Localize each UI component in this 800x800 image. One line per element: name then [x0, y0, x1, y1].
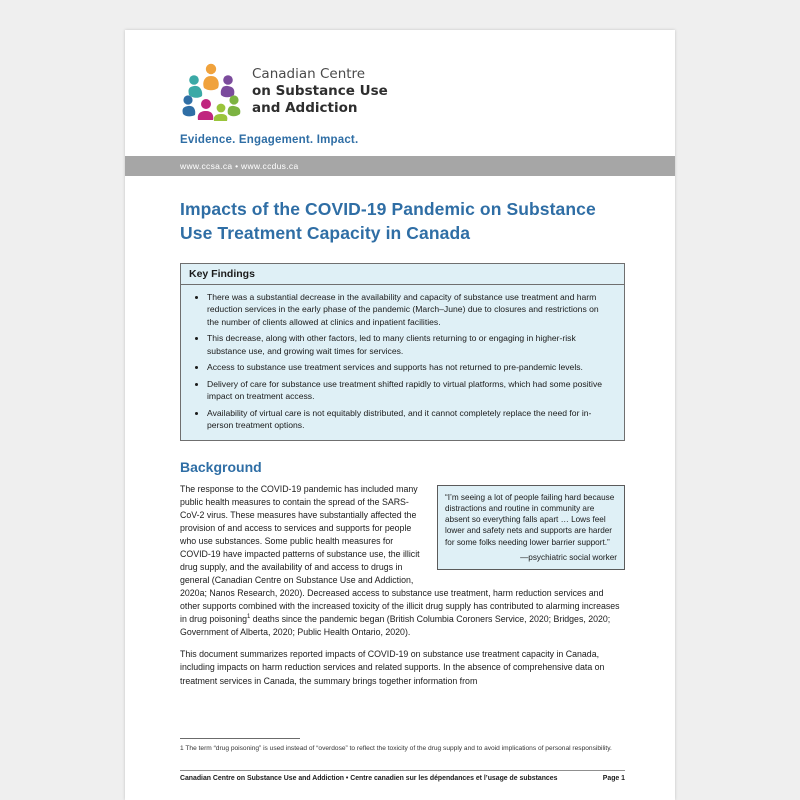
- list-item: • There was a substantial decrease in the availability and capacity of substance use treatment and harm reduction services in the early phase of the pandemic (March–June) due to closures and restrictions on the number of clients allowed at clinics and inpatient facilities.: [207, 291, 612, 328]
- footnote-area: [180, 738, 625, 754]
- page-title: Impacts of the COVID-19 Pandemic on Substance Use Treatment Capacity in Canada: [180, 199, 596, 243]
- document-page: [125, 30, 675, 800]
- footer-organization: Canadian Centre on Substance Use and Addiction • Centre canadien sur les dépendances et l’usage de substances: [180, 775, 558, 782]
- people-cluster-logo-icon: [180, 60, 242, 122]
- paragraph-part-2: Substance Use and Addiction, 2020a; Nanos Research, 2020). Decreased access to substance use treatment, harm reduction services and other supports combined with the increased toxicity of the illicit drug supply has contributed to alarming increases in drug poisoning: [180, 575, 620, 625]
- paragraph: This document summarizes reported impacts of COVID-19 on substance use treatment capacity in Canada, including impacts on harm reduction services and related supports. In the absence of comprehensive data on treatment services in Canada, the summary brings together information from: [180, 649, 605, 686]
- key-findings-box: [180, 263, 625, 441]
- page-footer: [180, 770, 625, 782]
- key-findings-heading: Key Findings: [181, 264, 624, 285]
- org-name-line1: Canadian Centre: [252, 65, 366, 82]
- background-section: [180, 483, 625, 687]
- list-item: • Availability of virtual care is not equitably distributed, and it cannot completely replace the need for in-person treatment options.: [207, 407, 612, 431]
- pull-quote-attribution: —psychiatric social worker: [520, 552, 617, 562]
- paragraph-part-3: deaths since the pandemic began (British Columbia Coroners Service, 2020; Bridges, 2020; Government of Alberta, 2020; Public Health Ontario, 2020).: [180, 614, 611, 638]
- org-name-line2: on Substance Use: [252, 82, 388, 99]
- key-findings-list: [181, 285, 624, 440]
- org-tagline: Evidence. Engagement. Impact.: [180, 134, 359, 146]
- pull-quote-text: “I’m seeing a lot of people failing hard because distractions and routine in community are absent so everything falls apart … Lows feel lower and safety nets and supports are harder for some folks needing lower barrier support.”: [445, 493, 615, 547]
- list-item: • Delivery of care for substance use treatment shifted rapidly to virtual platforms, which had some positive impact on treatment access.: [207, 378, 612, 402]
- document-body: [125, 176, 675, 688]
- organization-name: [252, 66, 388, 117]
- logo-row: [125, 60, 675, 122]
- footnote-marker: 1: [247, 614, 251, 621]
- document-header: [125, 30, 675, 176]
- footnote-text: 1 The term “drug poisoning” is used instead of “overdose” to reflect the toxicity of the drug supply and to avoid implications of personal responsibility.: [180, 745, 612, 753]
- footer-divider: [180, 770, 625, 771]
- paragraph-part-1: The response to the COVID-19 pandemic has included many public health measures to contain the spread of the SARS-CoV-2 virus. These measures have substantially affected the provision of and access to services and supports for people who use substances. Some public health measures for COVID-19 have impacted patterns of substance use, the illicit drug supply, and the availability of and access to drugs in general (Canadian Centre on: [180, 484, 420, 586]
- list-item: • This decrease, along with other factors, led to many clients returning to or engaging in higher-risk substance use, and growing wait times for services.: [207, 332, 612, 356]
- url-bar: [125, 156, 675, 176]
- org-name-line3: and Addiction: [252, 99, 358, 116]
- org-urls: www.ccsa.ca • www.ccdus.ca: [180, 161, 299, 171]
- section-heading-background: Background: [180, 459, 262, 476]
- page-number: Page 1: [602, 775, 625, 782]
- list-item: • Access to substance use treatment services and supports has not returned to pre-pandemic levels.: [207, 361, 612, 373]
- pull-quote: [437, 485, 625, 569]
- footnote-divider: [180, 738, 300, 739]
